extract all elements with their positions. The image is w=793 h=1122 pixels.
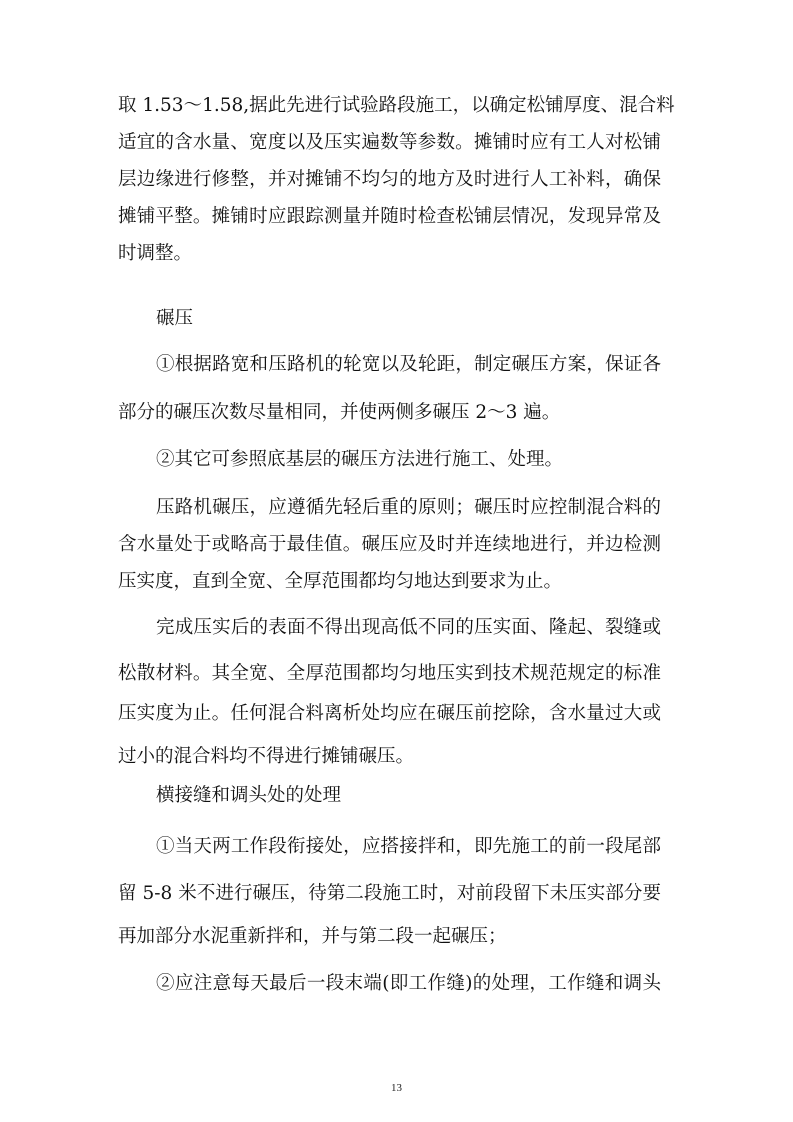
list-item-2-line: ②其它可参照底基层的碾压方法进行施工、处理。 [156, 449, 564, 470]
paragraph-line: 压路机碾压，应遵循先轻后重的原则；碾压时应控制混合料的 [156, 497, 661, 518]
page-number: 13 [391, 1082, 402, 1094]
paragraph-line: 层边缘进行修整，并对摊铺不均匀的地方及时进行人工补料，确保 [118, 169, 661, 190]
section-heading-joints: 横接缝和调头处的处理 [156, 785, 342, 806]
paragraph-line: 过小的混合料均不得进行摊铺碾压。 [118, 746, 415, 767]
list-item-1-line: 留 5-8 米不进行碾压，待第二段施工时，对前段留下未压实部分要 [118, 883, 661, 904]
paragraph-line: 松散材料。其全宽、全厚范围都均匀地压实到技术规范规定的标准 [118, 663, 661, 684]
paragraph-line: 压实度为止。任何混合料离析处均应在碾压前挖除，含水量过大或 [118, 703, 661, 724]
section-heading-rolling: 碾压 [156, 308, 194, 329]
paragraph-line: 时调整。 [118, 243, 193, 264]
list-item-1-line: 再加部分水泥重新拌和，并与第二段一起碾压； [118, 926, 507, 947]
paragraph-line: 含水量处于或略高于最佳值。碾压应及时并连续地进行，并边检测 [118, 534, 661, 555]
paragraph-line: 取 1.53～1.58,据此先进行试验路段施工，以确定松铺厚度、混合料 [118, 95, 675, 116]
paragraph-line: 适宜的含水量、宽度以及压实遍数等参数。摊铺时应有工人对松铺 [118, 132, 661, 153]
paragraph-line: 压实度，直到全宽、全厚范围都均匀地达到要求为止。 [118, 571, 563, 592]
paragraph-line: 完成压实后的表面不得出现高低不同的压实面、隆起、裂缝或 [156, 617, 661, 638]
list-item-1-line: ①根据路宽和压路机的轮宽以及轮距，制定碾压方案，保证各 [156, 354, 661, 375]
paragraph-line: 摊铺平整。摊铺时应跟踪测量并随时检查松铺层情况，发现异常及 [118, 206, 661, 227]
list-item-2-line: ②应注意每天最后一段末端(即工作缝)的处理，工作缝和调头 [156, 973, 661, 994]
list-item-1-line: 部分的碾压次数尽量相同，并使两侧多碾压 2～3 遍。 [118, 402, 561, 423]
list-item-1-line: ①当天两工作段衔接处，应搭接拌和，即先施工的前一段尾部 [156, 836, 661, 857]
